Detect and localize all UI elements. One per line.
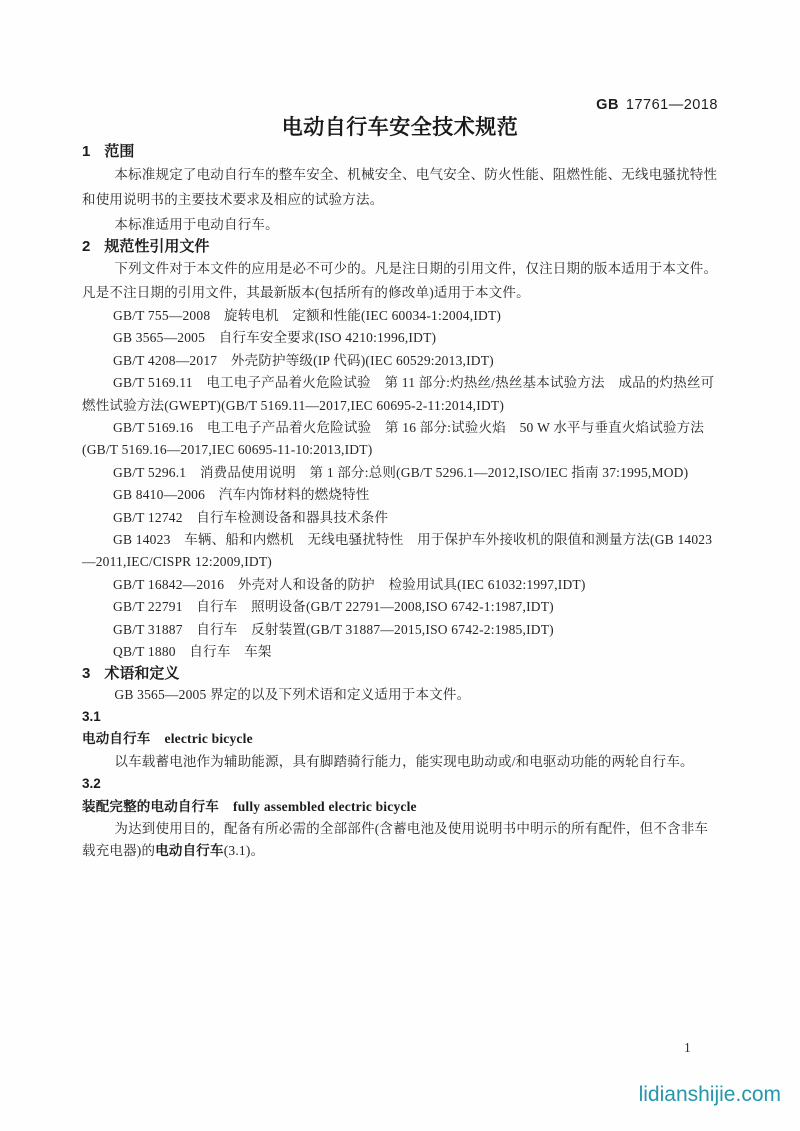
page-content	[82, 0, 718, 863]
reference-item: GB/T 5296.1 消费品使用说明 第 1 部分:总则(GB/T 5296.1—2012,ISO/IEC 指南 37:1995,MOD)	[113, 464, 689, 480]
section-3-number: 3	[82, 664, 91, 682]
section-2-heading	[82, 237, 718, 257]
reference-item: GB/T 22791 自行车 照明设备(GB/T 22791—2008,ISO 6742-1:1987,IDT)	[113, 599, 554, 615]
term-3-2-zh: 装配完整的电动自行车	[82, 798, 219, 814]
normative-reference-list	[82, 305, 718, 664]
reference-item: GB/T 755—2008 旋转电机 定额和性能(IEC 60034-1:2004,IDT)	[113, 308, 502, 323]
reference-item: GB/T 4208—2017 外壳防护等级(IP 代码)(IEC 60529:2013,IDT)	[113, 352, 494, 368]
watermark-url: lidianshijie.com	[638, 1083, 781, 1106]
term-3-2-en: fully assembled electric bicycle	[233, 798, 417, 814]
term-3-1-number: 3.1	[82, 708, 101, 724]
term-3-2-def-pre: 为达到使用目的，配备有所必需的全部部件(含蓄电池及使用说明书中明示的所有配件，但不含非车载充电器)的	[82, 820, 709, 859]
section-1-paragraph: 本标准规定了电动自行车的整车安全、机械安全、电气安全、防火性能、阻燃性能、无线电骚扰特性和使用说明书的主要技术要求及相应的试验方法。	[82, 167, 718, 207]
reference-item: GB/T 5169.16 电工电子产品着火危险试验 第 16 部分:试验火焰 50 W 水平与垂直火焰试验方法(GB/T 5169.16—2017,IEC 60695-11-10:2013,IDT)	[82, 420, 705, 458]
reference-item: GB/T 16842—2016 外壳对人和设备的防护 检验用试具(IEC 61032:1997,IDT)	[113, 576, 586, 592]
page-title: 电动自行车安全技术规范	[281, 116, 519, 139]
reference-item: GB/T 31887 自行车 反射装置(GB/T 31887—2015,ISO 6742-2:1985,IDT)	[113, 621, 554, 637]
section-1-label: 范围	[104, 143, 135, 160]
section-2-intro: 下列文件对于本文件的应用是必不可少的。凡是注日期的引用文件，仅注日期的版本适用于本文件。凡是不注日期的引用文件，其最新版本(包括所有的修改单)适用于本文件。	[82, 261, 718, 300]
doc-number-prefix: GB	[596, 97, 619, 113]
section-2-label: 规范性引用文件	[104, 238, 210, 255]
reference-item: QB/T 1880 自行车 车架	[113, 644, 272, 660]
term-3-1-definition: 以车载蓄电池作为辅助能源，具有脚踏骑行能力，能实现电助动或/和电驱动功能的两轮自行车。	[114, 753, 694, 769]
doc-number	[82, 96, 718, 114]
section-3-label: 术语和定义	[104, 664, 180, 682]
term-3-2-def-bold: 电动自行车	[155, 843, 224, 859]
doc-number-value: 17761—2018	[625, 97, 718, 113]
section-1-number: 1	[82, 143, 91, 160]
term-3-1-en: electric bicycle	[164, 731, 253, 747]
term-3-1-title	[82, 728, 718, 750]
term-3-2-number: 3.2	[82, 776, 101, 792]
term-3-1-zh: 电动自行车	[82, 731, 151, 747]
section-3-intro: GB 3565—2005 界定的以及下列术语和定义适用于本文件。	[114, 686, 471, 702]
reference-item: GB/T 5169.11 电工电子产品着火危险试验 第 11 部分:灼热丝/热丝基本试验方法 成品的灼热丝可燃性试验方法(GWEPT)(GB/T 5169.11—2017,IEC 60695-2-11:2014,IDT)	[82, 375, 715, 413]
section-1-heading	[82, 142, 718, 162]
page-number: 1	[684, 1040, 691, 1055]
section-3-heading	[82, 664, 718, 684]
reference-item: GB 14023 车辆、船和内燃机 无线电骚扰特性 用于保护车外接收机的限值和测量方法(GB 14023—2011,IEC/CISPR 12:2009,IDT)	[82, 532, 713, 570]
section-2-number: 2	[82, 238, 91, 255]
section-1-paragraph: 本标准适用于电动自行车。	[114, 217, 279, 232]
reference-item: GB/T 12742 自行车检测设备和器具技术条件	[113, 509, 389, 525]
term-3-2-definition	[82, 818, 718, 863]
term-3-2-def-post: (3.1)。	[223, 843, 265, 859]
reference-item: GB 3565—2005 自行车安全要求(ISO 4210:1996,IDT)	[113, 330, 437, 346]
reference-item: GB 8410—2006 汽车内饰材料的燃烧特性	[113, 487, 370, 503]
term-3-2-title	[82, 796, 718, 818]
